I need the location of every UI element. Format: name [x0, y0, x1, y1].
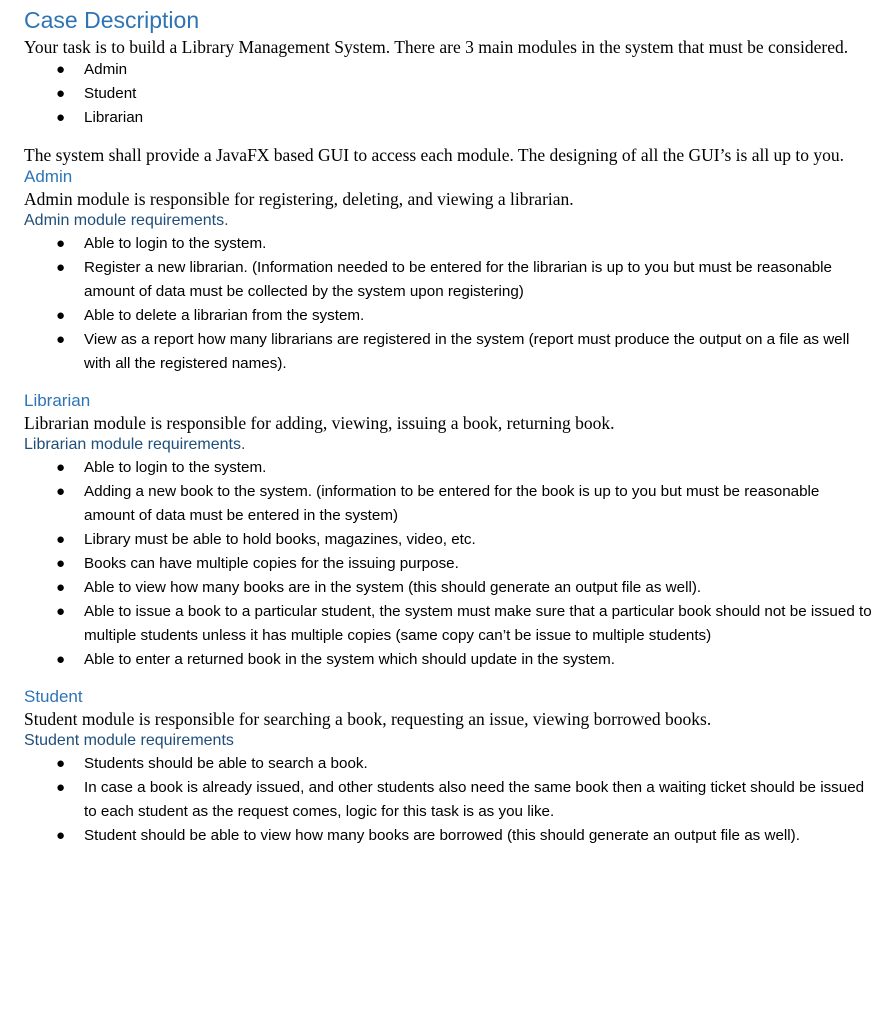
list-item: ● Able to login to the system. — [24, 232, 874, 256]
bullet-icon: ● — [56, 779, 66, 796]
bullet-icon: ● — [56, 827, 66, 844]
gui-paragraph: The system shall provide a JavaFX based GUI to access each module. The designing of all the GUI’s is all up to you. — [24, 145, 845, 165]
list-item: ● Students should be able to search a book. — [24, 752, 874, 776]
list-item: ● Able to login to the system. — [24, 456, 874, 480]
list-item: ● Able to enter a returned book in the system which should update in the system. — [24, 648, 874, 672]
bullet-icon: ● — [56, 531, 66, 548]
modules-list — [24, 58, 874, 130]
list-item: ● Admin — [24, 58, 874, 82]
document-page — [24, 4, 874, 848]
admin-requirements-heading: Admin module requirements. — [24, 212, 229, 229]
list-item: ● In case a book is already issued, and other students also need the same book then a waiting ticket should be issued to each student as the request comes, logic for this task is as you like. — [24, 776, 874, 824]
librarian-requirements-heading: Librarian module requirements. — [24, 436, 246, 453]
page-title: Case Description — [24, 7, 200, 33]
admin-description: Admin module is responsible for registering, deleting, and viewing a librarian. — [24, 189, 574, 209]
librarian-heading: Librarian — [24, 391, 91, 410]
bullet-icon: ● — [56, 85, 66, 102]
admin-requirements-list — [24, 232, 874, 376]
bullet-icon: ● — [56, 235, 66, 252]
list-item: ● Student — [24, 82, 874, 106]
list-item: ● Books can have multiple copies for the issuing purpose. — [24, 552, 874, 576]
student-requirements-list — [24, 752, 874, 848]
bullet-icon: ● — [56, 579, 66, 596]
list-item: ● Able to issue a book to a particular student, the system must make sure that a particular book should not be issued to multiple students unless it has multiple copies (same copy can’t be issue to multiple students) — [24, 600, 874, 648]
list-item: ● Register a new librarian. (Information needed to be entered for the librarian is up to you but must be reasonable amount of data must be collected by the system upon registering) — [24, 256, 874, 304]
list-item: ● Librarian — [24, 106, 874, 130]
intro-paragraph: Your task is to build a Library Management System. There are 3 main modules in the system that must be considered. — [24, 37, 849, 57]
list-item: ● Library must be able to hold books, magazines, video, etc. — [24, 528, 874, 552]
bullet-icon: ● — [56, 109, 66, 126]
student-requirements-heading: Student module requirements — [24, 732, 234, 749]
bullet-icon: ● — [56, 61, 66, 78]
bullet-icon: ● — [56, 603, 66, 620]
student-description: Student module is responsible for searching a book, requesting an issue, viewing borrowed books. — [24, 709, 712, 729]
librarian-description: Librarian module is responsible for adding, viewing, issuing a book, returning book. — [24, 413, 615, 433]
list-item: ● Able to delete a librarian from the system. — [24, 304, 874, 328]
admin-heading: Admin — [24, 167, 73, 186]
bullet-icon: ● — [56, 651, 66, 668]
librarian-requirements-list — [24, 456, 874, 672]
bullet-icon: ● — [56, 331, 66, 348]
bullet-icon: ● — [56, 483, 66, 500]
list-item: ● Able to view how many books are in the system (this should generate an output file as well). — [24, 576, 874, 600]
bullet-icon: ● — [56, 555, 66, 572]
list-item: ● Adding a new book to the system. (information to be entered for the book is up to you but must be reasonable amount of data must be entered in the system) — [24, 480, 874, 528]
bullet-icon: ● — [56, 259, 66, 276]
bullet-icon: ● — [56, 459, 66, 476]
bullet-icon: ● — [56, 755, 66, 772]
list-item: ● Student should be able to view how many books are borrowed (this should generate an output file as well). — [24, 824, 874, 848]
bullet-icon: ● — [56, 307, 66, 324]
list-item: ● View as a report how many librarians are registered in the system (report must produce the output on a file as well with all the registered names). — [24, 328, 874, 376]
student-heading: Student — [24, 687, 83, 706]
